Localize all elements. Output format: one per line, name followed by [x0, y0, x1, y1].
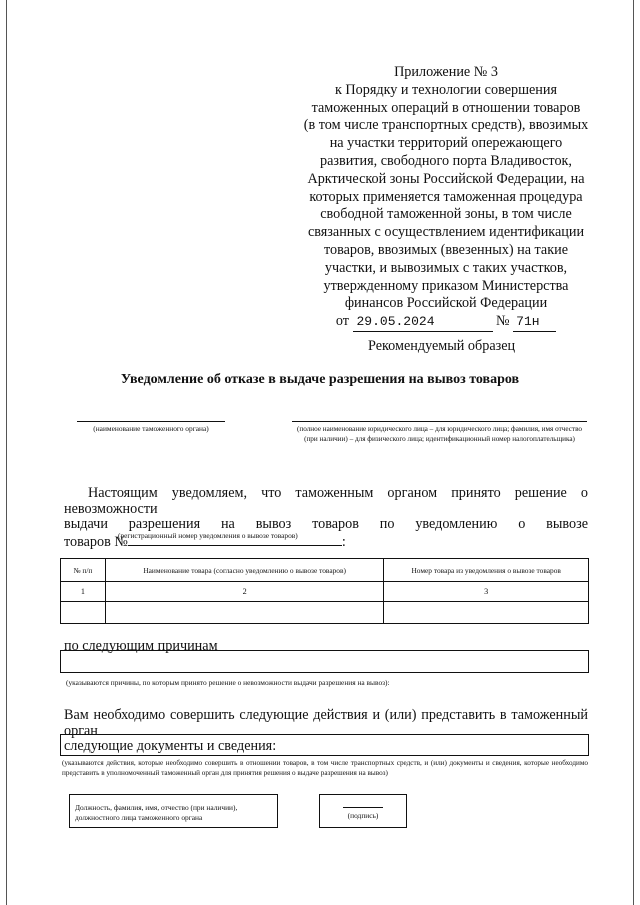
- scan-right-edge: [633, 0, 634, 905]
- official-caption-line: Должность, фамилия, имя, отчество (при наличии),: [75, 803, 238, 812]
- appendix-line: развития, свободного порта Владивосток,: [320, 152, 572, 169]
- appendix-line: утвержденному приказом Министерства: [323, 277, 569, 294]
- reasons-field[interactable]: [60, 650, 589, 673]
- appendix-line: (в том числе транспортных средств), ввозимых: [303, 117, 589, 134]
- notice-colon: :: [341, 533, 346, 550]
- actions-caption: (указываются действия, которые необходимо совершить в отношении товаров, в том числе транспортных средств, и (или) документы и сведения, которые необходимо представить в уполномоченный таможенный орган для принятия решения о выдаче разрешения на вывоз): [62, 759, 588, 777]
- reasons-caption: (указываются причины, по которым принято решение о невозможности выдачи разрешения на вывоз):: [66, 678, 390, 687]
- actions-field[interactable]: [60, 734, 589, 756]
- signature-box[interactable]: [319, 794, 407, 828]
- table-cell[interactable]: [384, 602, 589, 624]
- document-title: Уведомление об отказе в выдаче разрешения на вывоз товаров: [120, 372, 520, 387]
- column-header: Наименование товара (согласно уведомлению о вывозе товаров): [105, 559, 383, 582]
- appendix-line: таможенных операций в отношении товаров: [311, 99, 581, 116]
- appendix-line: которых применяется таможенная процедура: [309, 188, 583, 205]
- appendix-line: на участки территорий опережающего: [329, 135, 563, 152]
- column-number: 2: [105, 582, 383, 602]
- table-header-row: [61, 559, 589, 582]
- recipient-caption: (полное наименование юридического лица – для юридического лица; фамилия, имя отчество (при наличии) – для физического лица; идентификационный номер налогоплательщика): [296, 425, 583, 444]
- table-cell[interactable]: [105, 602, 383, 624]
- date-prefix: от: [335, 313, 349, 330]
- goods-table: [60, 558, 589, 624]
- appendix-line: свободной таможенной зоны, в том числе: [320, 206, 572, 223]
- actions-line-2: следующие документы и сведения:: [64, 738, 277, 755]
- appendix-line: Арктической зоны Российской Федерации, на: [307, 170, 585, 187]
- actions-line-1: Вам необходимо совершить следующие действия и (или) представить в таможенный орган: [64, 707, 588, 739]
- appendix-line: товаров, ввозимых (ввезенных) на такие: [323, 241, 569, 258]
- recipient-field[interactable]: [292, 421, 587, 422]
- appendix-line: финансов Российской Федерации: [344, 295, 548, 312]
- order-date-number: [290, 313, 602, 332]
- notice-line-2: выдачи разрешения на вывоз товаров по уведомлению о вывозе: [64, 516, 588, 533]
- notice-number-prefix: товаров №: [64, 533, 128, 550]
- order-number: 71н: [513, 313, 556, 332]
- column-number: 1: [61, 582, 106, 602]
- appendix-line: участки, и вывозимых с таких участков,: [324, 259, 568, 276]
- signature-caption: (подпись): [347, 811, 379, 820]
- table-row: [61, 602, 589, 624]
- official-name-box[interactable]: [69, 794, 278, 828]
- appendix-line: Приложение № 3: [394, 64, 498, 80]
- notice-line-1: Настоящим уведомляем, что таможенным органом принято решение о невозможности: [64, 485, 588, 517]
- registration-number-caption: (регистрационный номер уведомления о вывозе товаров): [118, 531, 298, 540]
- official-caption-line: должностного лица таможенного органа: [75, 812, 203, 822]
- appendix-header: [290, 64, 602, 332]
- customs-authority-caption: (наименование таможенного органа): [93, 424, 209, 433]
- column-number: 3: [384, 582, 589, 602]
- column-header: № п/п: [61, 559, 106, 582]
- table-cell[interactable]: [61, 602, 106, 624]
- appendix-line: связанных с осуществлением идентификации: [307, 224, 585, 241]
- notice-paragraph: [64, 486, 588, 550]
- official-name-caption: [75, 803, 237, 822]
- sample-label: Рекомендуемый образец: [368, 338, 516, 354]
- scan-left-edge: [6, 0, 7, 905]
- appendix-line: к Порядку и технологии совершения: [334, 81, 558, 98]
- column-header: Номер товара из уведомления о вывозе товаров: [384, 559, 589, 582]
- table-column-numbers-row: [61, 582, 589, 602]
- customs-authority-field[interactable]: [77, 421, 225, 422]
- signature-line: [343, 807, 383, 808]
- order-date: 29.05.2024: [353, 313, 493, 332]
- number-prefix: №: [496, 313, 510, 330]
- reasons-label: по следующим причинам: [64, 638, 218, 654]
